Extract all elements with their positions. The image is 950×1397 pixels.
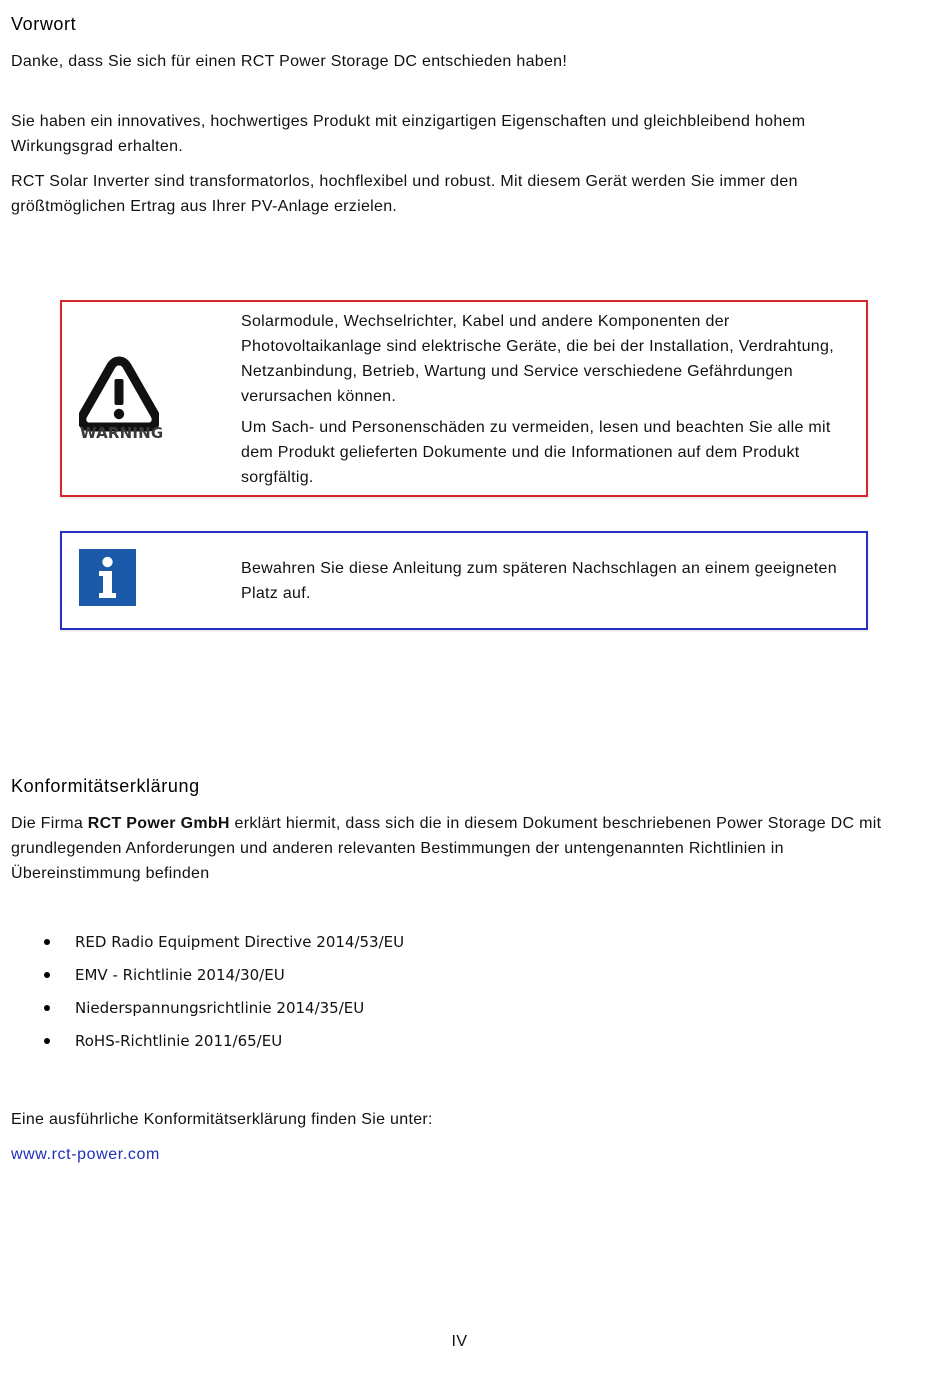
company-name: RCT Power GmbH bbox=[87, 815, 230, 832]
foreword-title: Vorwort bbox=[11, 14, 77, 34]
rct-power-link[interactable]: www.rct-power.com bbox=[11, 1146, 160, 1163]
bullet-icon bbox=[44, 939, 50, 945]
info-box bbox=[60, 531, 868, 630]
directive-label: RoHS-Richtlinie 2011/65/EU bbox=[75, 1032, 283, 1050]
directive-label: RED Radio Equipment Directive 2014/53/EU bbox=[75, 933, 405, 951]
list-item bbox=[11, 1030, 404, 1063]
warning-label: WARNING bbox=[80, 424, 164, 442]
directive-label: Niederspannungsrichtlinie 2014/35/EU bbox=[75, 999, 365, 1017]
page-number: IV bbox=[451, 1333, 468, 1350]
foreword-paragraph-thanks: Danke, dass Sie sich für einen RCT Power Storage DC entschieden haben! bbox=[11, 53, 568, 70]
warning-box bbox=[60, 300, 868, 497]
list-item bbox=[11, 931, 404, 964]
warning-text-instructions: Um Sach- und Personenschäden zu vermeiden, lesen und beachten Sie alle mit dem Produkt gelieferten Dokumente und die Informationen auf dem Produkt sorgfältig. bbox=[241, 419, 831, 486]
conformity-intro-start: Die Firma bbox=[11, 815, 88, 832]
list-item bbox=[11, 997, 404, 1030]
bullet-icon bbox=[44, 1005, 50, 1011]
warning-text-hazards: Solarmodule, Wechselrichter, Kabel und andere Komponenten der Photovoltaikanlage sind elektrische Geräte, die bei der Installation, Verdrahtung, Netzanbindung, Betrieb, Wartung und Service verschiedene Gefährdungen verursachen können. bbox=[241, 313, 834, 405]
info-icon bbox=[79, 549, 136, 606]
foreword-paragraph-inverter: RCT Solar Inverter sind transformatorlos, hochflexibel und robust. Mit diesem Gerät werden Sie immer den größtmöglichen Ertrag aus Ihrer PV-Anlage erzielen. bbox=[11, 173, 798, 215]
directive-list bbox=[11, 931, 404, 1063]
directive-label: EMV - Richtlinie 2014/30/EU bbox=[75, 966, 285, 984]
list-item bbox=[11, 964, 404, 997]
info-text: Bewahren Sie diese Anleitung zum späteren Nachschlagen an einem geeigneten Platz auf. bbox=[241, 560, 837, 602]
conformity-more-info: Eine ausführliche Konformitätserklärung finden Sie unter: bbox=[11, 1111, 433, 1128]
conformity-title: Konformitätserklärung bbox=[11, 776, 200, 796]
conformity-intro bbox=[11, 811, 906, 886]
foreword-paragraph-product: Sie haben ein innovatives, hochwertiges Produkt mit einzigartigen Eigenschaften und gleichbleibend hohem Wirkungsgrad erhalten. bbox=[11, 113, 806, 155]
conformity-intro-end: erklärt hiermit, dass sich die in diesem Dokument beschriebenen Power Storage DC mit grundlegenden Anforderungen und anderen relevanten Bestimmungen der untengenannten Richtlinien in Übereinstimmung befinden bbox=[11, 815, 882, 882]
bullet-icon bbox=[44, 972, 50, 978]
bullet-icon bbox=[44, 1038, 50, 1044]
